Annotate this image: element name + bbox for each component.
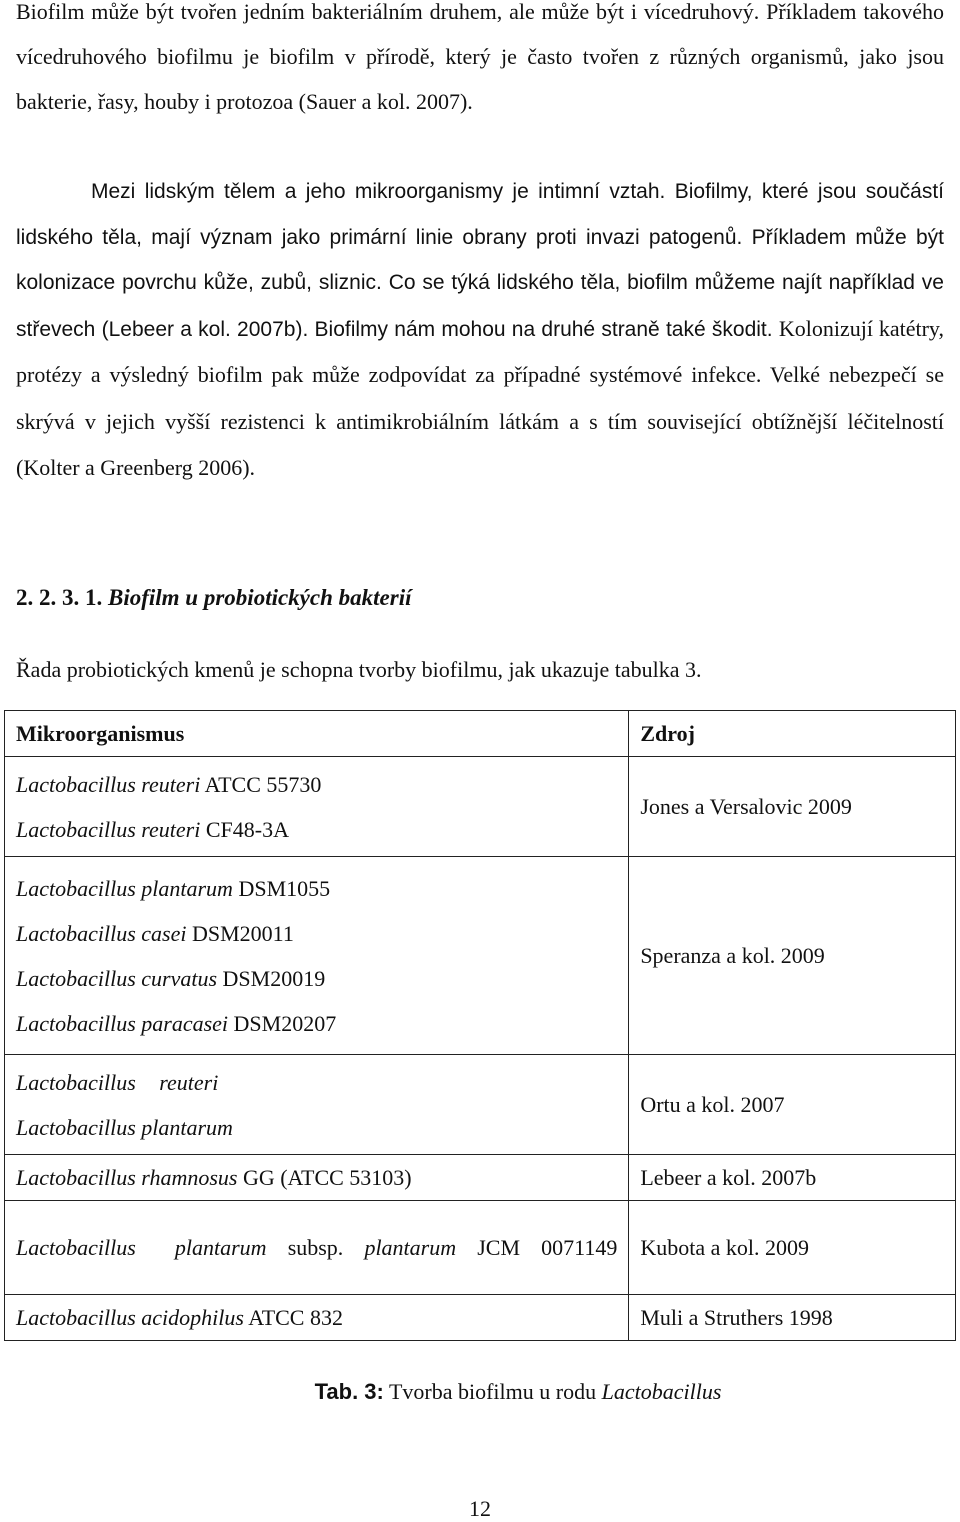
header-source: Zdroj [629,711,956,757]
table-caption [0,1376,960,1408]
source-cell: Ortu a kol. 2007 [629,1055,956,1155]
section-number: 2. 2. 3. 1. [16,585,103,610]
organism-line: Lactobacillus acidophilus ATCC 832 [16,1305,343,1330]
organism-line: Lactobacillus reuteri CF48-3A [16,816,289,842]
biofilm-table [4,710,956,1341]
organism-line: Lactobacillus rhamnosus GG (ATCC 53103) [16,1165,412,1190]
organism-line: Lactobacillus reuteri [16,1069,219,1095]
section-heading [16,580,411,616]
source-cell: Kubota a kol. 2009 [629,1201,956,1295]
caption-italic: Lactobacillus [601,1379,722,1404]
caption-label: Tab. 3: [314,1379,384,1404]
organism-cell [5,857,629,1055]
source-cell: Muli a Struthers 1998 [629,1295,956,1341]
source-cell: Jones a Versalovic 2009 [629,757,956,857]
intro-sentence: Řada probiotických kmenů je schopna tvorby biofilmu, jak ukazuje tabulka 3. [16,657,702,682]
organism-line: Lactobacillus plantarum [16,1114,233,1140]
organism-line: Lactobacillus curvatus DSM20019 [16,965,326,991]
paragraph-2 [16,169,944,492]
organism-cell [5,1055,629,1155]
organism-cell [5,757,629,857]
organism-line: Lactobacillus paracasei DSM20207 [16,1010,337,1036]
table-row [5,1201,956,1295]
organism-cell [5,1201,629,1295]
organism-cell [5,1155,629,1201]
organism-cell [5,1295,629,1341]
source-cell: Lebeer a kol. 2007b [629,1155,956,1201]
paragraph-1: Biofilm může být tvořen jedním bakteriálním druhem, ale může být i vícedruhový. Příkladem takového vícedruhového biofilmu je biofilm v přírodě, který je často tvořen z různých organismů, jako jsou bakterie, řasy, houby i protozoa (Sauer a kol. 2007). [16,0,944,114]
page-number: 12 [469,1496,491,1521]
table-row [5,857,956,1055]
source-cell: Speranza a kol. 2009 [629,857,956,1055]
table-header-row [5,711,956,757]
table-row [5,1055,956,1155]
section-title: Biofilm u probiotických bakterií [108,585,412,610]
table-row [5,757,956,857]
organism-line: Lactobacillus plantarum subsp. plantarum JCM 0071149 [16,1235,618,1260]
organism-line: Lactobacillus casei DSM20011 [16,920,294,946]
organism-line: Lactobacillus plantarum DSM1055 [16,875,331,901]
organism-line: Lactobacillus reuteri ATCC 55730 [16,771,322,797]
paragraph-2-part-2: Kolonizují katétry, protézy a výsledný biofilm pak může zodpovídat za případné systémové infekce. Velké nebezpečí se skrývá v jejich vyšší rezistenci k antimikrobiálním látkám a s tím související obtížnější léčitelností (Kolter a Greenberg 2006). [16,315,945,480]
caption-text: Tvorba biofilmu u rodu [388,1379,597,1404]
table-row [5,1295,956,1341]
table-row [5,1155,956,1201]
paragraph-2-part-1: Mezi lidským tělem a jeho mikroorganismy je intimní vztah. Biofilmy, které jsou součástí lidského těla, mají význam jako primární linie obrany proti invazi patogenů. Příkladem může být kolonizace povrchu kůže, zubů, sliznic. Co se týká lidského těla, biofilm můžeme najít například ve střevech (Lebeer a kol. 2007b). Biofilmy nám mohou na druhé straně také škodit. [16,180,944,341]
header-microorganism: Mikroorganismus [5,711,629,757]
